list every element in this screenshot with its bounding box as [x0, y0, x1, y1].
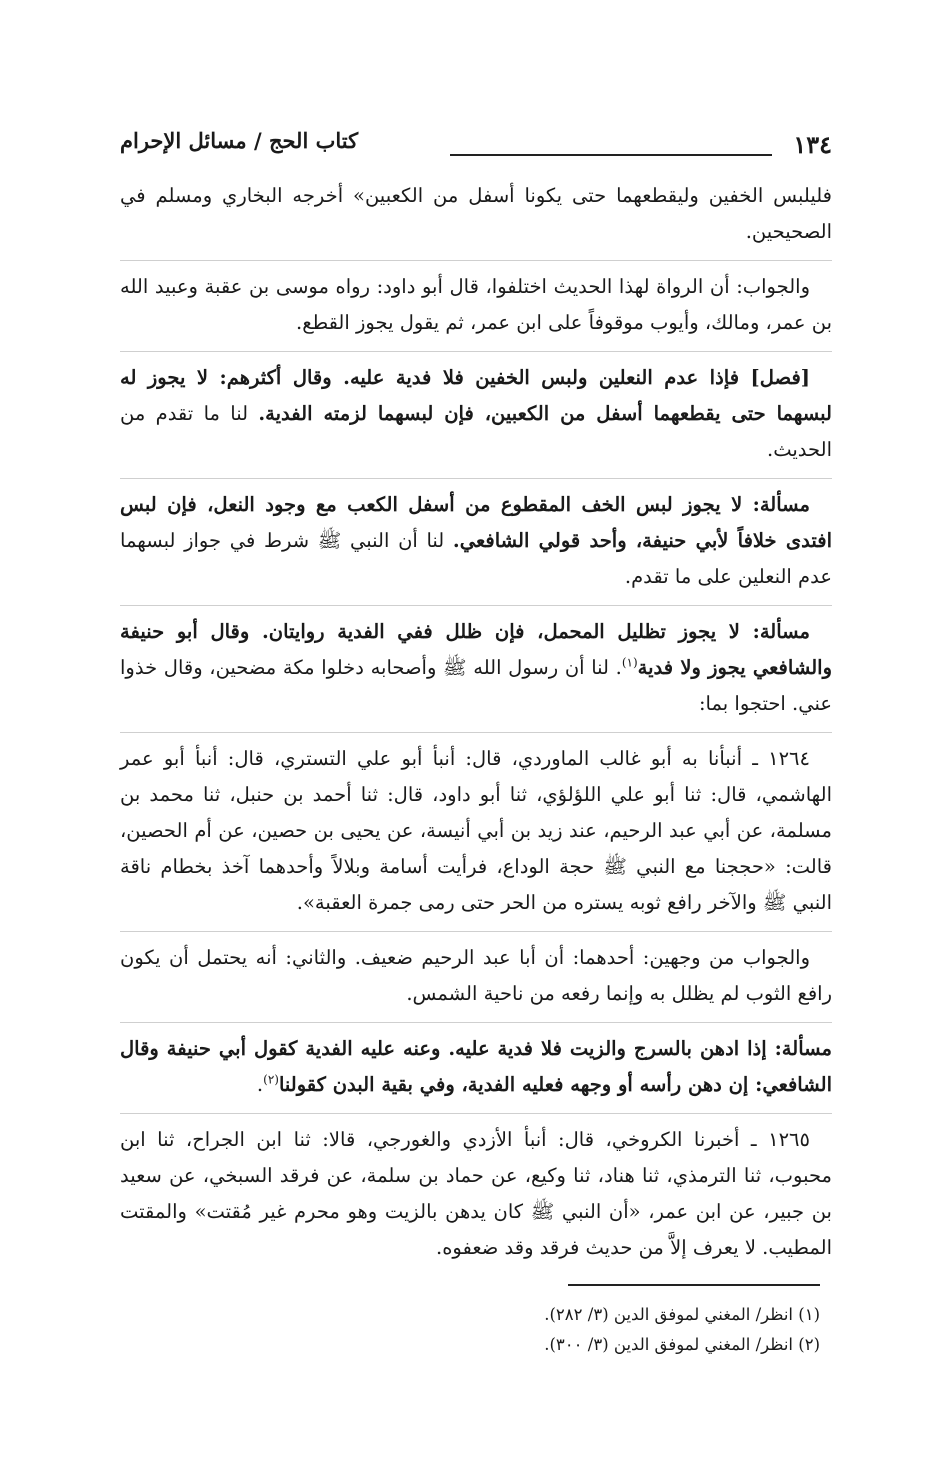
paragraph: والجواب من وجهين: أحدهما: أن أبا عبد الرحيم ضعيف. والثاني: أنه يحتمل أن يكون رافع الثوب لم يظلل به وإنما رفعه من ناحية الشمس.: [120, 946, 832, 1005]
paragraph-masala: مسألة: لا يجوز تظليل المحمل، فإن ظلل ففي الفدية روايتان. وقال أبو حنيفة والشافعي يجوز ولا فدية$^{(١)}$. لنا أن رسول الله ﷺ وأصحابه دخلوا مكة مضحين، وقال خذوا عني. احتجوا بما:: [120, 620, 832, 715]
footnote: (٢) انظر/ المغني لموفق الدين (٣/ ٣٠٠).: [544, 1335, 820, 1354]
paragraph: والجواب: أن الرواة لهذا الحديث اختلفوا، قال أبو داود: رواه موسى بن عقبة وعبيد الله بن عمر، ومالك، وأيوب موقوفاً على ابن عمر، ثم يقول يجوز القطع.: [120, 275, 832, 334]
divider: [120, 260, 832, 261]
divider: [120, 605, 832, 606]
main-text: [120, 178, 832, 1272]
divider: [120, 1022, 832, 1023]
footnote-ref[interactable]: (١): [621, 655, 638, 670]
divider: [120, 931, 832, 932]
footnote-ref[interactable]: (٢): [263, 1072, 279, 1087]
header-rule: [450, 154, 772, 156]
paragraph: فليلبس الخفين وليقطعهما حتى يكونا أسفل من الكعبين» أخرجه البخاري ومسلم في الصحيحين.: [120, 184, 832, 243]
divider: [120, 732, 832, 733]
divider: [120, 351, 832, 352]
footnotes: [120, 1300, 820, 1360]
page-number: ١٣٤: [793, 130, 832, 159]
paragraph-masala: مسألة: إذا ادهن بالسرج والزيت فلا فدية عليه. وعنه عليه الفدية كقول أبي حنيفة وقال الشافعي: إن دهن رأسه أو وجهه فعليه الفدية، وفي بقية البدن كقولنا$^{(٢)}$.: [120, 1037, 832, 1096]
paragraph-hadith: ١٢٦٥ ـ أخبرنا الكروخي، قال: أنبأ الأزدي والغورجي، قالا: ثنا ابن الجراح، ثنا ابن محبوب، ثنا الترمذي، ثنا هناد، ثنا وكيع، عن حماد بن سلمة، عن فرقد السبخي، عن سعيد بن جبير، عن ابن عمر، «أن النبي ﷺ كان يدهن بالزيت وهو محرم غير مُقتت» والمقتت المطيب. لا يعرف إلاَّ من حديث فرقد وقد ضعفوه.: [120, 1128, 832, 1259]
running-title: كتاب الحج / مسائل الإحرام: [120, 128, 359, 153]
paragraph-masala: مسألة: لا يجوز لبس الخف المقطوع من أسفل الكعب مع وجود النعل، فإن لبس افتدى خلافاً لأبي حنيفة، وأحد قولي الشافعي. لنا أن النبي ﷺ شرط في جواز لبسهما عدم النعلين على ما تقدم.: [120, 493, 832, 588]
paragraph-hadith: ١٢٦٤ ـ أنبأنا به أبو غالب الماوردي، قال: أنبأ أبو علي التستري، قال: أنبأ أبو عمر الهاشمي، قال: ثنا أبو علي اللؤلؤي، ثنا أبو داود، قال: ثنا أحمد بن حنبل، ثنا محمد بن مسلمة، عن أبي عبد الرحيم، عند زيد بن أبي أنيسة، عن يحيى بن حصين، عن أم الحصين، قالت: «حججنا مع النبي ﷺ حجة الوداع، فرأيت أسامة وبلالاً وأحدهما آخذ بخطام ناقة النبي ﷺ والآخر رافع ثوبه يستره من الحر حتى رمى جمرة العقبة».: [120, 747, 832, 914]
divider: [120, 478, 832, 479]
paragraph-fasl: [فصل] فإذا عدم النعلين ولبس الخفين فلا فدية عليه. وقال أكثرهم: لا يجوز له لبسهما حتى يقطعهما أسفل من الكعبين، فإن لبسهما لزمته الفدية. لنا ما تقدم من الحديث.: [120, 366, 832, 461]
footnote-rule: [568, 1284, 820, 1286]
divider: [120, 1113, 832, 1114]
running-header: [120, 128, 832, 164]
footnote: (١) انظر/ المغني لموفق الدين (٣/ ٢٨٢).: [544, 1305, 820, 1324]
